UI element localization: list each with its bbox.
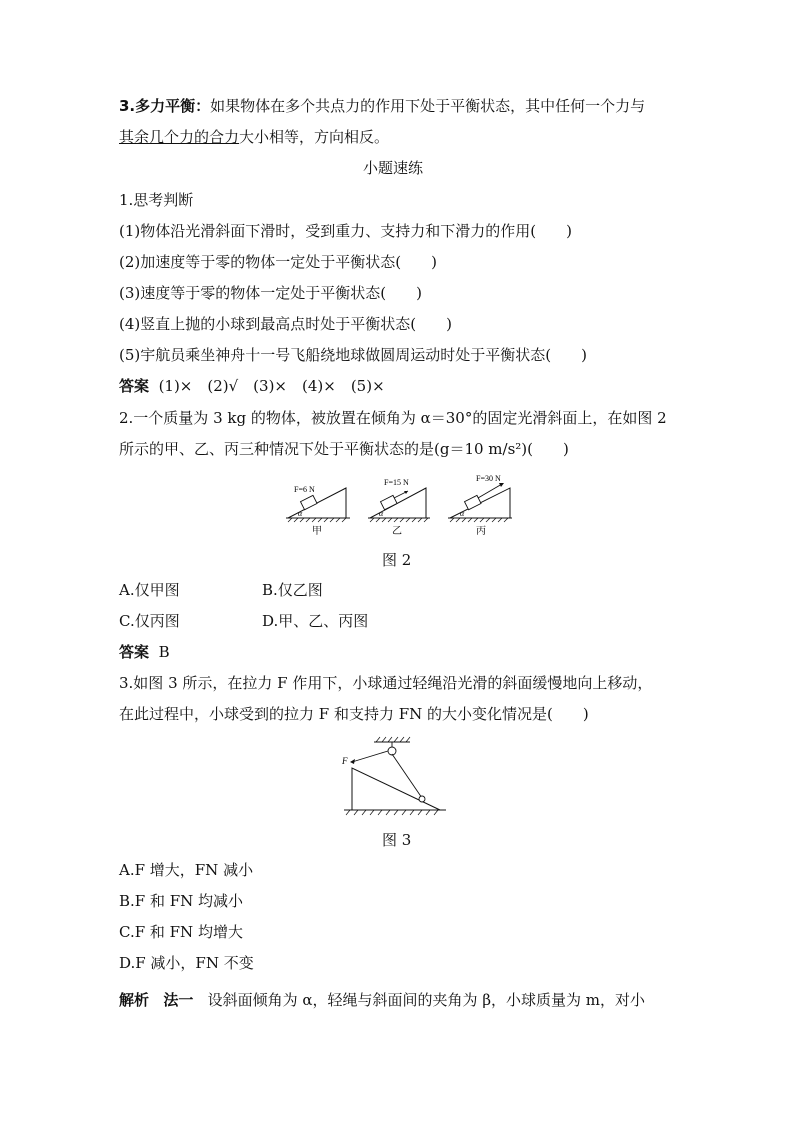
- q3-option-c: C.F 和 FN 均增大: [119, 923, 243, 941]
- fig2-jia-force: F=6 N: [294, 485, 315, 494]
- q3-line2: 在此过程中，小球受到的拉力 F 和支持力 FN 的大小变化情况是( ): [119, 705, 589, 723]
- fig2-panel-jia: [286, 485, 350, 537]
- q2-option-d: D.甲、乙、丙图: [262, 612, 369, 630]
- fig3-force-label: F: [342, 756, 348, 766]
- fig2-yi-angle: α: [379, 509, 384, 518]
- practice-title: 小题速练: [363, 159, 424, 177]
- q3-method-label: 法一: [163, 991, 194, 1009]
- section3-text2: 大小相等，方向相反。: [239, 128, 390, 146]
- section3-label: 3.多力平衡：: [119, 97, 211, 115]
- q1-item-5: (5)宇航员乘坐神舟十一号飞船绕地球做圆周运动时处于平衡状态( ): [119, 346, 587, 364]
- q2-answer-label: 答案: [119, 643, 150, 661]
- figure-3: [336, 734, 452, 820]
- section3-underline: 其余几个力的合力: [119, 128, 240, 146]
- q1-answer-text: (1)× (2)√ (3)× (4)× (5)×: [158, 377, 385, 395]
- q3-line1: 3.如图 3 所示，在拉力 F 作用下，小球通过轻绳沿光滑的斜面缓慢地向上移动，: [119, 674, 653, 692]
- q3-analysis-label: 解析: [119, 991, 150, 1009]
- q1-item-3: (3)速度等于零的物体一定处于平衡状态( ): [119, 284, 422, 302]
- q2-option-a: A.仅甲图: [119, 581, 180, 599]
- q1-item-2: (2)加速度等于零的物体一定处于平衡状态( ): [119, 253, 437, 271]
- section3-line2: [119, 127, 389, 147]
- fig2-bing-label: 丙: [476, 526, 486, 537]
- fig2-panel-bing: [448, 474, 512, 537]
- q1-title: 1.思考判断: [119, 191, 194, 209]
- q2-answer: [119, 642, 170, 662]
- fig2-jia-label: 甲: [312, 526, 322, 537]
- q3-option-a: A.F 增大，FN 减小: [119, 861, 254, 879]
- fig2-panel-yi: [368, 478, 430, 537]
- section3-line1: [119, 96, 645, 116]
- q1-answer-label: 答案: [119, 377, 150, 395]
- fig2-yi-force: F=15 N: [384, 478, 409, 487]
- q1-answer: [119, 376, 385, 396]
- q1-item-1: (1)物体沿光滑斜面下滑时，受到重力、支持力和下滑力的作用( ): [119, 222, 572, 240]
- q3-analysis: [119, 990, 645, 1010]
- fig2-bing-force: F=30 N: [476, 474, 501, 483]
- q2-answer-text: B: [158, 643, 170, 661]
- figure-2: [280, 470, 520, 538]
- q2-option-c: C.仅丙图: [119, 612, 180, 630]
- fig2-yi-label: 乙: [392, 526, 402, 537]
- q2-option-b: B.仅乙图: [262, 581, 323, 599]
- q3-option-b: B.F 和 FN 均减小: [119, 892, 244, 910]
- fig3-caption: 图 3: [382, 831, 412, 849]
- q2-line2: 所示的甲、乙、丙三种情况下处于平衡状态的是(g＝10 m/s²)( ): [119, 440, 569, 458]
- fig2-bing-angle: α: [460, 509, 465, 518]
- section3-text1: 如果物体在多个共点力的作用下处于平衡状态，其中任何一个力与: [210, 97, 646, 115]
- q2-line1: 2.一个质量为 3 kg 的物体，被放置在倾角为 α＝30°的固定光滑斜面上，在如图 2: [119, 409, 667, 427]
- q3-analysis-text: 设斜面倾角为 α，轻绳与斜面间的夹角为 β，小球质量为 m，对小: [207, 991, 645, 1009]
- fig2-jia-angle: α: [298, 509, 303, 518]
- fig2-caption: 图 2: [382, 551, 412, 569]
- q3-option-d: D.F 减小，FN 不变: [119, 954, 254, 972]
- q1-item-4: (4)竖直上抛的小球到最高点时处于平衡状态( ): [119, 315, 452, 333]
